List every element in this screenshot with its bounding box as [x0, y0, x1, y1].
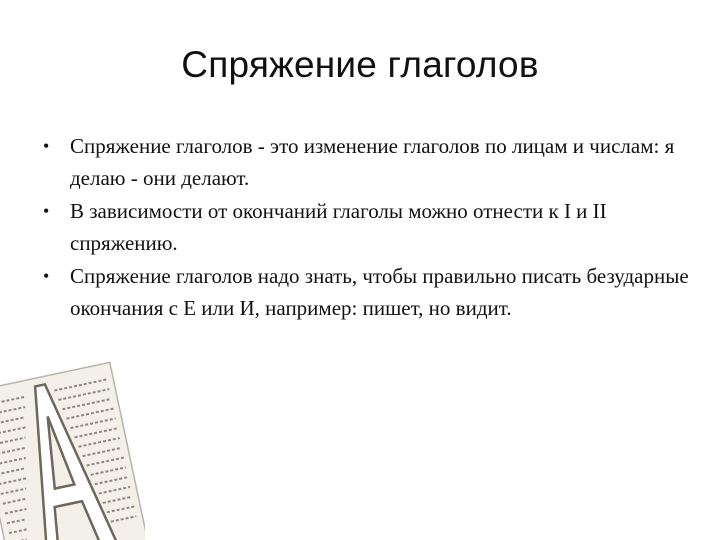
bullet-icon: •	[43, 266, 50, 286]
slide-title: Спряжение глаголов	[181, 44, 539, 85]
bullet-icon: •	[43, 201, 50, 221]
bullet-icon: •	[43, 136, 50, 156]
bullet-list	[40, 130, 690, 325]
manuscript-letter-a-icon	[0, 355, 145, 540]
bullet-item	[40, 195, 690, 259]
bullet-text: Спряжение глаголов надо знать, чтобы правильно писать безударные окончания с Е или И, например: пишет, но видит.	[70, 264, 689, 320]
bullet-item	[40, 260, 690, 324]
bullet-item	[40, 130, 690, 194]
bullet-text: Спряжение глаголов - это изменение глаголов по лицам и числам: я делаю - они делают.	[70, 134, 675, 190]
bullet-text: В зависимости от окончаний глаголы можно отнести к I и II спряжению.	[70, 199, 607, 255]
